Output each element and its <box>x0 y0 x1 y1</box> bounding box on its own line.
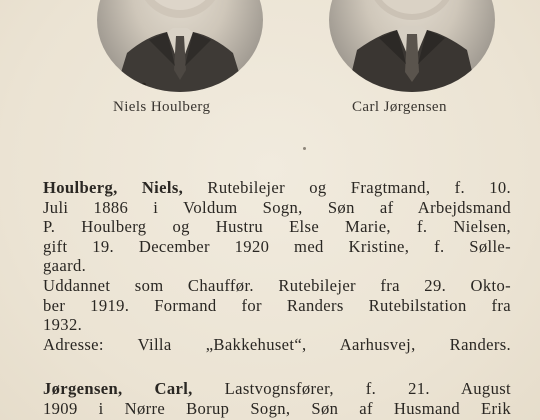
portrait-illustration <box>329 0 495 92</box>
speck <box>303 147 306 150</box>
entry-name: Houlberg, Niels, <box>43 178 184 197</box>
portrait-caption: Niels Houlberg <box>113 99 211 115</box>
biography-entry-jorgensen <box>43 379 511 418</box>
text-line: Jørgensen, Carl, Lastvognsfører, f. 21. August <box>43 379 511 398</box>
entry-name: Jørgensen, Carl, <box>43 379 193 398</box>
text-line: Houlberg, Niels, Rutebilejer og Fragtmand, f. 10. <box>43 178 511 197</box>
text-line: Juli 1886 i Voldum Sogn, Søn af Arbejdsmand <box>43 197 511 217</box>
text-line: gaard. <box>43 256 87 276</box>
portrait-caption: Carl Jørgensen <box>352 99 447 115</box>
portrait-photo-niels-houlberg <box>97 0 263 92</box>
biography-entry-houlberg <box>43 178 511 354</box>
portrait-photo-carl-jorgensen <box>329 0 495 92</box>
text-line: gift 19. December 1920 med Kristine, f. Sølle- <box>43 236 511 256</box>
text-line: P. Houlberg og Hustru Else Marie, f. Nielsen, <box>43 217 511 237</box>
text-line: Adresse: Villa „Bakkehuset“, Aarhusvej, Randers. <box>43 334 511 354</box>
text-line: 1909 i Nørre Borup Sogn, Søn af Husmand Erik <box>43 398 511 418</box>
text-line: 1932. <box>43 315 83 335</box>
portrait-illustration <box>97 0 263 92</box>
text-line: ber 1919. Formand for Randers Rutebilstation fra <box>43 295 511 315</box>
text-line: Uddannet som Chauffør. Rutebilejer fra 29. Okto- <box>43 275 511 295</box>
